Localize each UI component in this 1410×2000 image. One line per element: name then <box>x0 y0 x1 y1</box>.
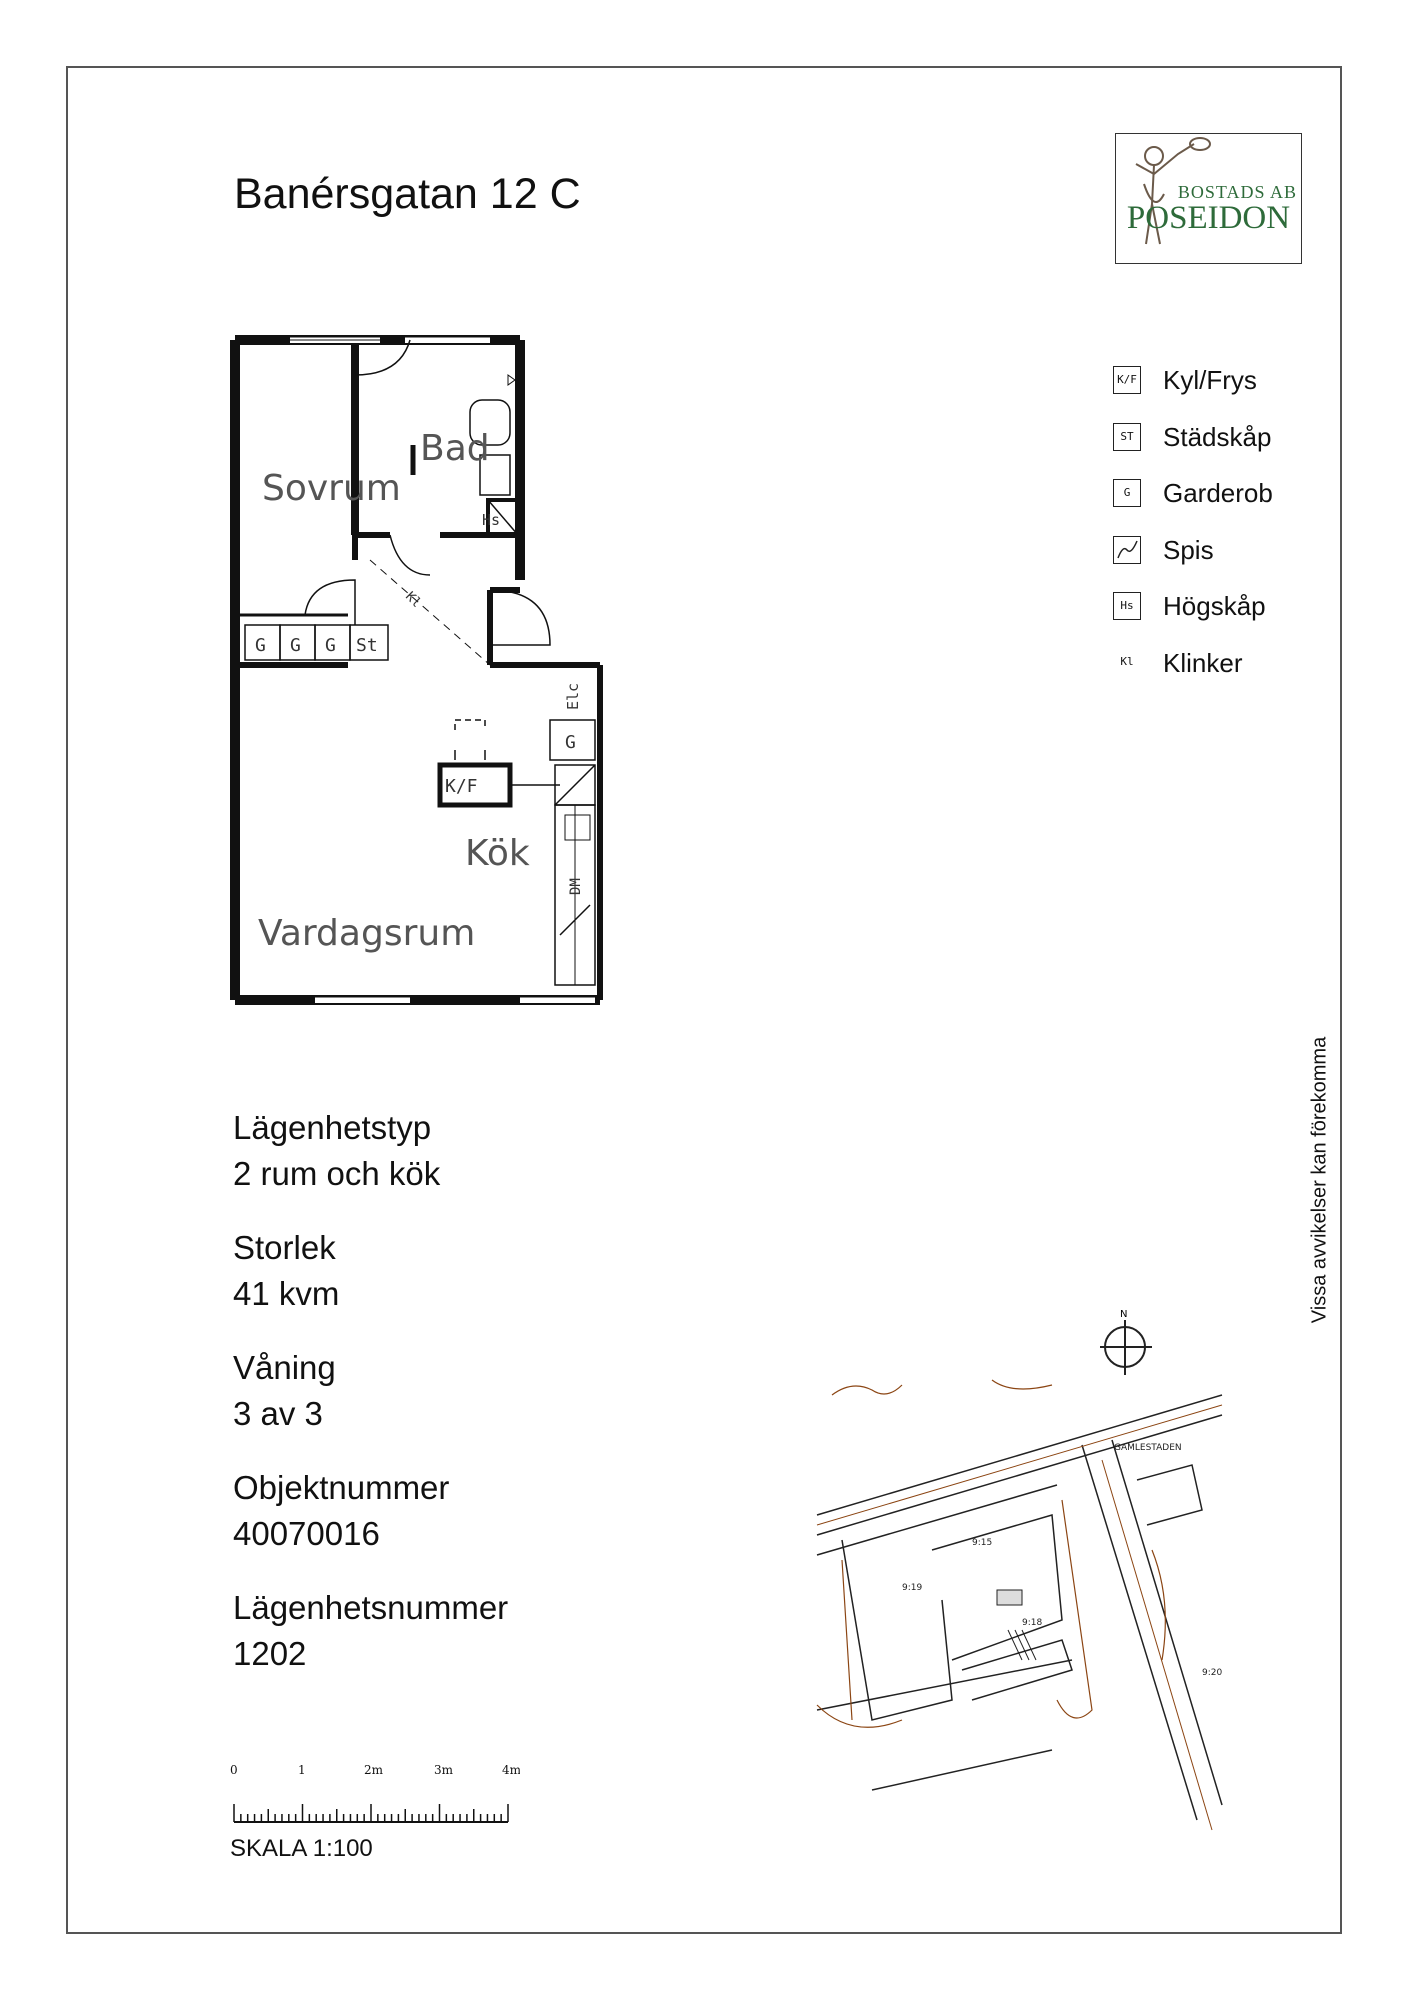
detail-value: 1202 <box>233 1635 307 1672</box>
wardrobe-label: G <box>565 732 576 753</box>
logo-name: POSEIDON <box>1126 200 1291 236</box>
detail-label: Lägenhetstyp <box>233 1109 432 1146</box>
detail-label: Lägenhetsnummer <box>233 1589 509 1626</box>
lot-label: 9:20 <box>1202 1668 1223 1678</box>
stove-icon <box>1113 536 1141 564</box>
scale-tick-label: 0 <box>230 1763 238 1777</box>
electric-label: Elc <box>564 682 582 710</box>
cleaning-cabinet-icon: ST <box>1113 423 1141 451</box>
scale-ruler <box>230 1760 520 1830</box>
legend-label: Klinker <box>1163 647 1243 678</box>
scale-bar <box>230 1760 520 1862</box>
detail-label: Våning <box>233 1349 336 1386</box>
wardrobe-label: G <box>290 635 301 656</box>
detail-value: 41 kvm <box>233 1275 340 1312</box>
scale-tick-label: 4m <box>502 1763 520 1777</box>
scale-caption: SKALA 1:100 <box>230 1835 373 1862</box>
detail-size <box>233 1225 508 1345</box>
detail-apartment-number <box>233 1585 508 1705</box>
disclaimer-note: Vissa avvikelser kan förekomma <box>1308 1036 1331 1324</box>
tall-cabinet-label: Hs <box>482 511 501 529</box>
detail-floor <box>233 1345 508 1465</box>
legend-label: Kyl/Frys <box>1163 365 1257 395</box>
room-label-bath: Bad <box>420 428 490 469</box>
detail-object-number <box>233 1465 508 1585</box>
poseidon-logo <box>1115 133 1302 264</box>
site-map <box>812 1300 1262 1840</box>
legend-label: Garderob <box>1163 478 1273 508</box>
tile-icon: Kl <box>1120 654 1134 668</box>
lot-label: 9:19 <box>902 1583 923 1593</box>
detail-value: 40070016 <box>233 1515 380 1552</box>
legend-label: Spis <box>1163 534 1214 565</box>
room-label-kitchen: Kök <box>465 833 530 874</box>
cleaning-cabinet-label: St <box>356 635 378 656</box>
fridge-freezer-icon: K/F <box>1113 366 1141 394</box>
scale-tick-label: 1 <box>298 1763 306 1777</box>
page-title: Banérsgatan 12 C <box>234 170 581 218</box>
detail-value: 2 rum och kök <box>233 1155 441 1192</box>
dishwasher-label: DM <box>568 878 584 895</box>
detail-apartment-type <box>233 1105 508 1225</box>
lot-label: 9:15 <box>972 1538 993 1548</box>
fridge-label: K/F <box>445 776 478 797</box>
wardrobe-icon: G <box>1113 479 1141 507</box>
scale-tick-label: 2m <box>364 1763 384 1777</box>
detail-label: Objektnummer <box>233 1469 450 1506</box>
room-label-bedroom: Sovrum <box>262 468 401 509</box>
detail-label: Storlek <box>233 1229 336 1266</box>
scale-tick-label: 3m <box>434 1763 454 1777</box>
apartment-details <box>233 1105 508 1705</box>
wardrobe-label: G <box>255 635 266 656</box>
north-label: N <box>1120 1309 1128 1320</box>
legend-label: Städskåp <box>1163 421 1272 452</box>
wardrobe-label: G <box>325 635 336 656</box>
detail-value: 3 av 3 <box>233 1395 323 1432</box>
floor-plan <box>230 335 610 1005</box>
lot-label: 9:18 <box>1022 1618 1043 1628</box>
legend-label: Högskåp <box>1163 591 1266 621</box>
tall-cabinet-icon: Hs <box>1113 592 1141 620</box>
logo-subtitle: BOSTADS AB <box>1177 182 1297 202</box>
room-label-living: Vardagsrum <box>258 913 476 954</box>
street-label: GAMLESTADEN <box>1114 1443 1182 1453</box>
tile-label: Kl <box>402 589 424 611</box>
